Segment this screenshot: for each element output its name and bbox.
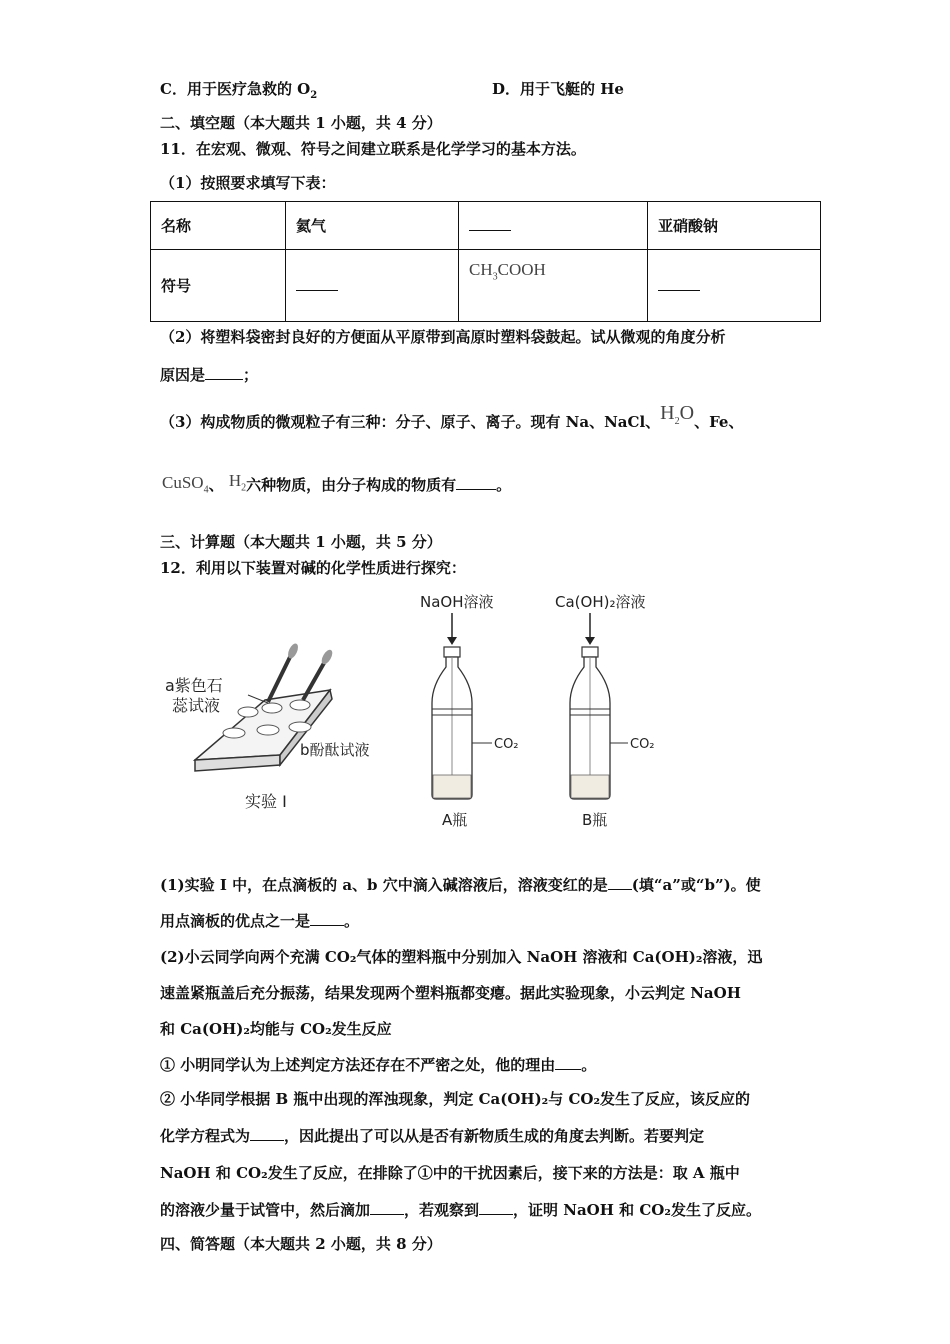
q11-stem: 11．在宏观、微观、符号之间建立联系是化学学习的基本方法。 bbox=[160, 140, 586, 158]
answer-blank bbox=[469, 216, 511, 231]
q11-part3-line2: CuSO$_4$、 $H_2$六种物质，由分子构成的物质有 。 bbox=[162, 471, 512, 496]
q12-p4-line3: NaOH 和 CO₂发生了反应，在排除了①中的干扰因素后，接下来的方法是：取 A 瓶中 bbox=[160, 1164, 740, 1182]
experiment-figure bbox=[150, 585, 670, 835]
answer-blank bbox=[608, 875, 632, 890]
section3-heading: 三、计算题（本大题共 1 小题，共 5 分） bbox=[160, 533, 442, 551]
q12-p2-line3: 和 Ca(OH)₂均能与 CO₂发生反应 bbox=[160, 1020, 392, 1038]
table-cell-blank-name bbox=[459, 202, 648, 250]
table-cell-sodium-nitrite: 亚硝酸钠 bbox=[648, 202, 821, 250]
q11-part2-line2: 原因是 ； bbox=[160, 366, 259, 384]
answer-blank bbox=[370, 1200, 404, 1215]
q11-table bbox=[150, 201, 821, 322]
table-row2-label: 符号 bbox=[151, 250, 286, 322]
q12-p1-line1: (1)实验 I 中，在点滴板的 a、b 穴中滴入碱溶液后，溶液变红的是 (填“a”或“b”)。使 bbox=[160, 876, 761, 894]
q12-p4-line4: 的溶液少量于试管中，然后滴加 ，若观察到 ，证明 NaOH 和 CO₂发生了反应。 bbox=[160, 1201, 761, 1219]
bottle-a bbox=[420, 593, 519, 829]
answer-blank bbox=[250, 1126, 284, 1141]
answer-blank bbox=[479, 1200, 513, 1215]
answer-blank bbox=[205, 365, 243, 380]
svg-text:Ca(OH)₂溶液: Ca(OH)₂溶液 bbox=[555, 593, 646, 611]
option-c: C．用于医疗急救的 $O_2$ bbox=[160, 80, 318, 101]
copper-sulfate-formula: CuSO$_4$ bbox=[162, 473, 209, 496]
hydrogen-formula: $H_2$ bbox=[228, 471, 247, 494]
section2-heading: 二、填空题（本大题共 1 小题，共 4 分） bbox=[160, 114, 442, 132]
answer-blank bbox=[658, 276, 700, 291]
q12-stem: 12．利用以下装置对碱的化学性质进行探究： bbox=[160, 559, 466, 577]
svg-text:B瓶: B瓶 bbox=[582, 811, 608, 829]
answer-blank bbox=[310, 911, 344, 926]
table-cell-helium: 氦气 bbox=[286, 202, 459, 250]
label-a-litmus-2: 蕊试液 bbox=[172, 696, 221, 715]
table-cell-acetic-acid bbox=[459, 250, 648, 322]
section4-heading: 四、简答题（本大题共 2 小题，共 8 分） bbox=[160, 1235, 442, 1253]
svg-text:A瓶: A瓶 bbox=[442, 811, 468, 829]
table-row1-label: 名称 bbox=[151, 202, 286, 250]
q12-p1-line2: 用点滴板的优点之一是 。 bbox=[160, 912, 360, 930]
answer-blank bbox=[456, 475, 496, 490]
answer-blank bbox=[296, 276, 338, 291]
q11-part3-line1: （3）构成物质的微观粒子有三种：分子、原子、离子。现有 Na、NaCl、$H_2O$、Fe、 bbox=[160, 402, 744, 431]
q11-part1: （1）按照要求填写下表： bbox=[160, 174, 336, 192]
svg-text:CO₂: CO₂ bbox=[630, 737, 655, 752]
q12-p2-line2: 速盖紧瓶盖后充分振荡，结果发现两个塑料瓶都变瘪。据此实验现象，小云判定 NaOH bbox=[160, 984, 741, 1002]
label-b-phenolphthalein: b酚酞试液 bbox=[300, 741, 370, 759]
answer-blank bbox=[555, 1055, 581, 1070]
q12-p2-line1: (2)小云同学向两个充满 CO₂气体的塑料瓶中分别加入 NaOH 溶液和 Ca(OH)₂溶液，迅 bbox=[160, 948, 763, 966]
acetic-acid-formula: $CH_3COOH$ bbox=[469, 260, 546, 283]
svg-text:NaOH溶液: NaOH溶液 bbox=[420, 593, 494, 611]
q12-p3: ① 小明同学认为上述判定方法还存在不严密之处，他的理由 。 bbox=[160, 1056, 597, 1074]
svg-text:CO₂: CO₂ bbox=[494, 737, 519, 752]
water-formula: $H_2O$ bbox=[660, 402, 695, 427]
label-experiment-1: 实验 I bbox=[245, 792, 287, 811]
q12-p4-line1: ② 小华同学根据 B 瓶中出现的浑浊现象，判定 Ca(OH)₂与 CO₂发生了反应，该反应的 bbox=[160, 1090, 751, 1108]
label-a-litmus: a紫色石 bbox=[165, 676, 223, 695]
table-cell-blank-symbol-2 bbox=[648, 250, 821, 322]
table-cell-blank-symbol-1 bbox=[286, 250, 459, 322]
bottle-b bbox=[555, 593, 655, 829]
q12-p4-line2: 化学方程式为 ，因此提出了可以从是否有新物质生成的角度去判断。若要判定 bbox=[160, 1127, 705, 1145]
option-d: D．用于飞艇的 He bbox=[492, 80, 624, 98]
q11-part2-line1: （2）将塑料袋密封良好的方便面从平原带到高原时塑料袋鼓起。试从微观的角度分析 bbox=[160, 328, 726, 346]
